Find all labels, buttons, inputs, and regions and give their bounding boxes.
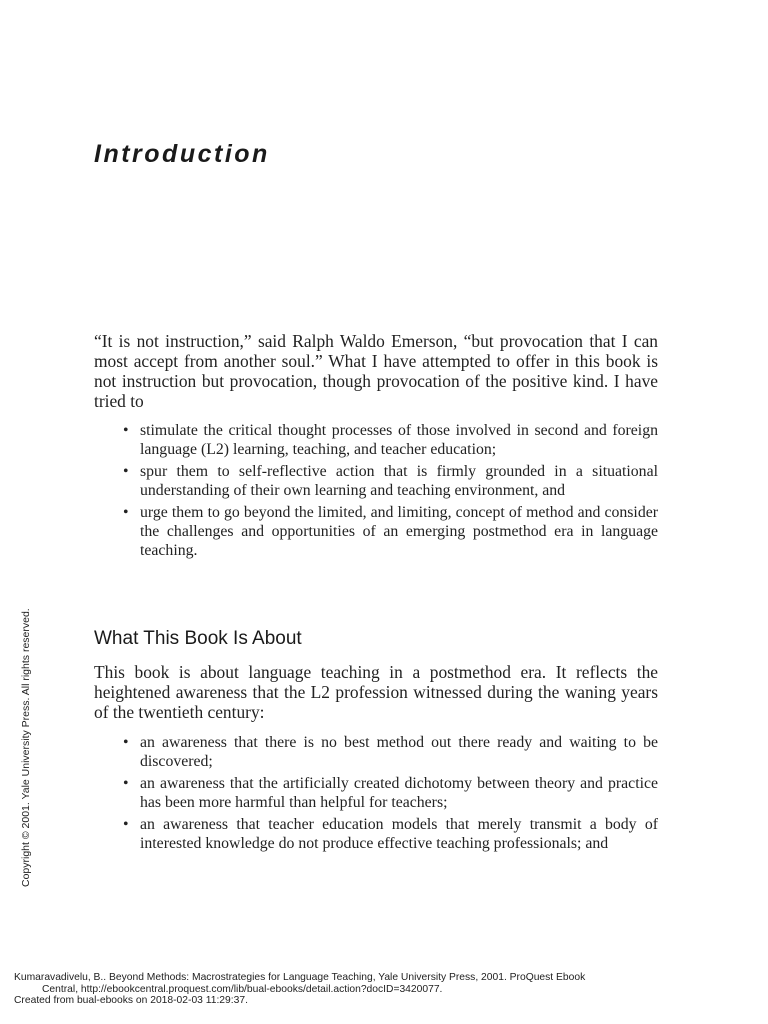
list-item: • an awareness that teacher education models that merely transmit a body of interested knowledge do not produce effective teaching professionals; and — [140, 815, 658, 853]
list-item: • urge them to go beyond the limited, and limiting, concept of method and consider the challenges and opportunities of an emerging postmethod era in language teaching. — [140, 503, 658, 560]
section-heading: What This Book Is About — [94, 628, 302, 649]
list-item: • stimulate the critical thought processes of those involved in second and foreign language (L2) learning, teaching, and teacher education; — [140, 421, 658, 459]
intro-paragraph: “It is not instruction,” said Ralph Waldo Emerson, “but provocation that I can most accept from another soul.” What I have attempted to offer in this book is not instruction but provocation, though provocation of the positive kind. I have tried to — [94, 331, 658, 411]
footer-line: Created from bual-ebooks on 2018-02-03 11:29:37. — [14, 995, 248, 1006]
list-item: • an awareness that the artificially created dichotomy between theory and practice has been more harmful than helpful for teachers; — [140, 774, 658, 812]
section-paragraph: This book is about language teaching in a postmethod era. It reflects the heightened awareness that the L2 profession witnessed during the waning years of the twentieth century: — [94, 662, 658, 722]
section-bullet-list — [140, 733, 658, 856]
citation-footer — [14, 972, 585, 1007]
chapter-title: Introduction — [94, 140, 270, 168]
list-item: • an awareness that there is no best method out there ready and waiting to be discovered; — [140, 733, 658, 771]
intro-bullet-list — [140, 421, 658, 563]
copyright-notice: Copyright © 2001. Yale University Press. All rights reserved. — [20, 608, 32, 887]
footer-line: Central, http://ebookcentral.proquest.com/lib/bual-ebooks/detail.action?docID=3420077. — [42, 983, 443, 995]
list-item: • spur them to self-reflective action that is firmly grounded in a situational understanding of their own learning and teaching environment, and — [140, 462, 658, 500]
footer-line: Kumaravadivelu, B.. Beyond Methods: Macrostrategies for Language Teaching, Yale University Press, 2001. ProQuest Ebook — [14, 972, 586, 983]
